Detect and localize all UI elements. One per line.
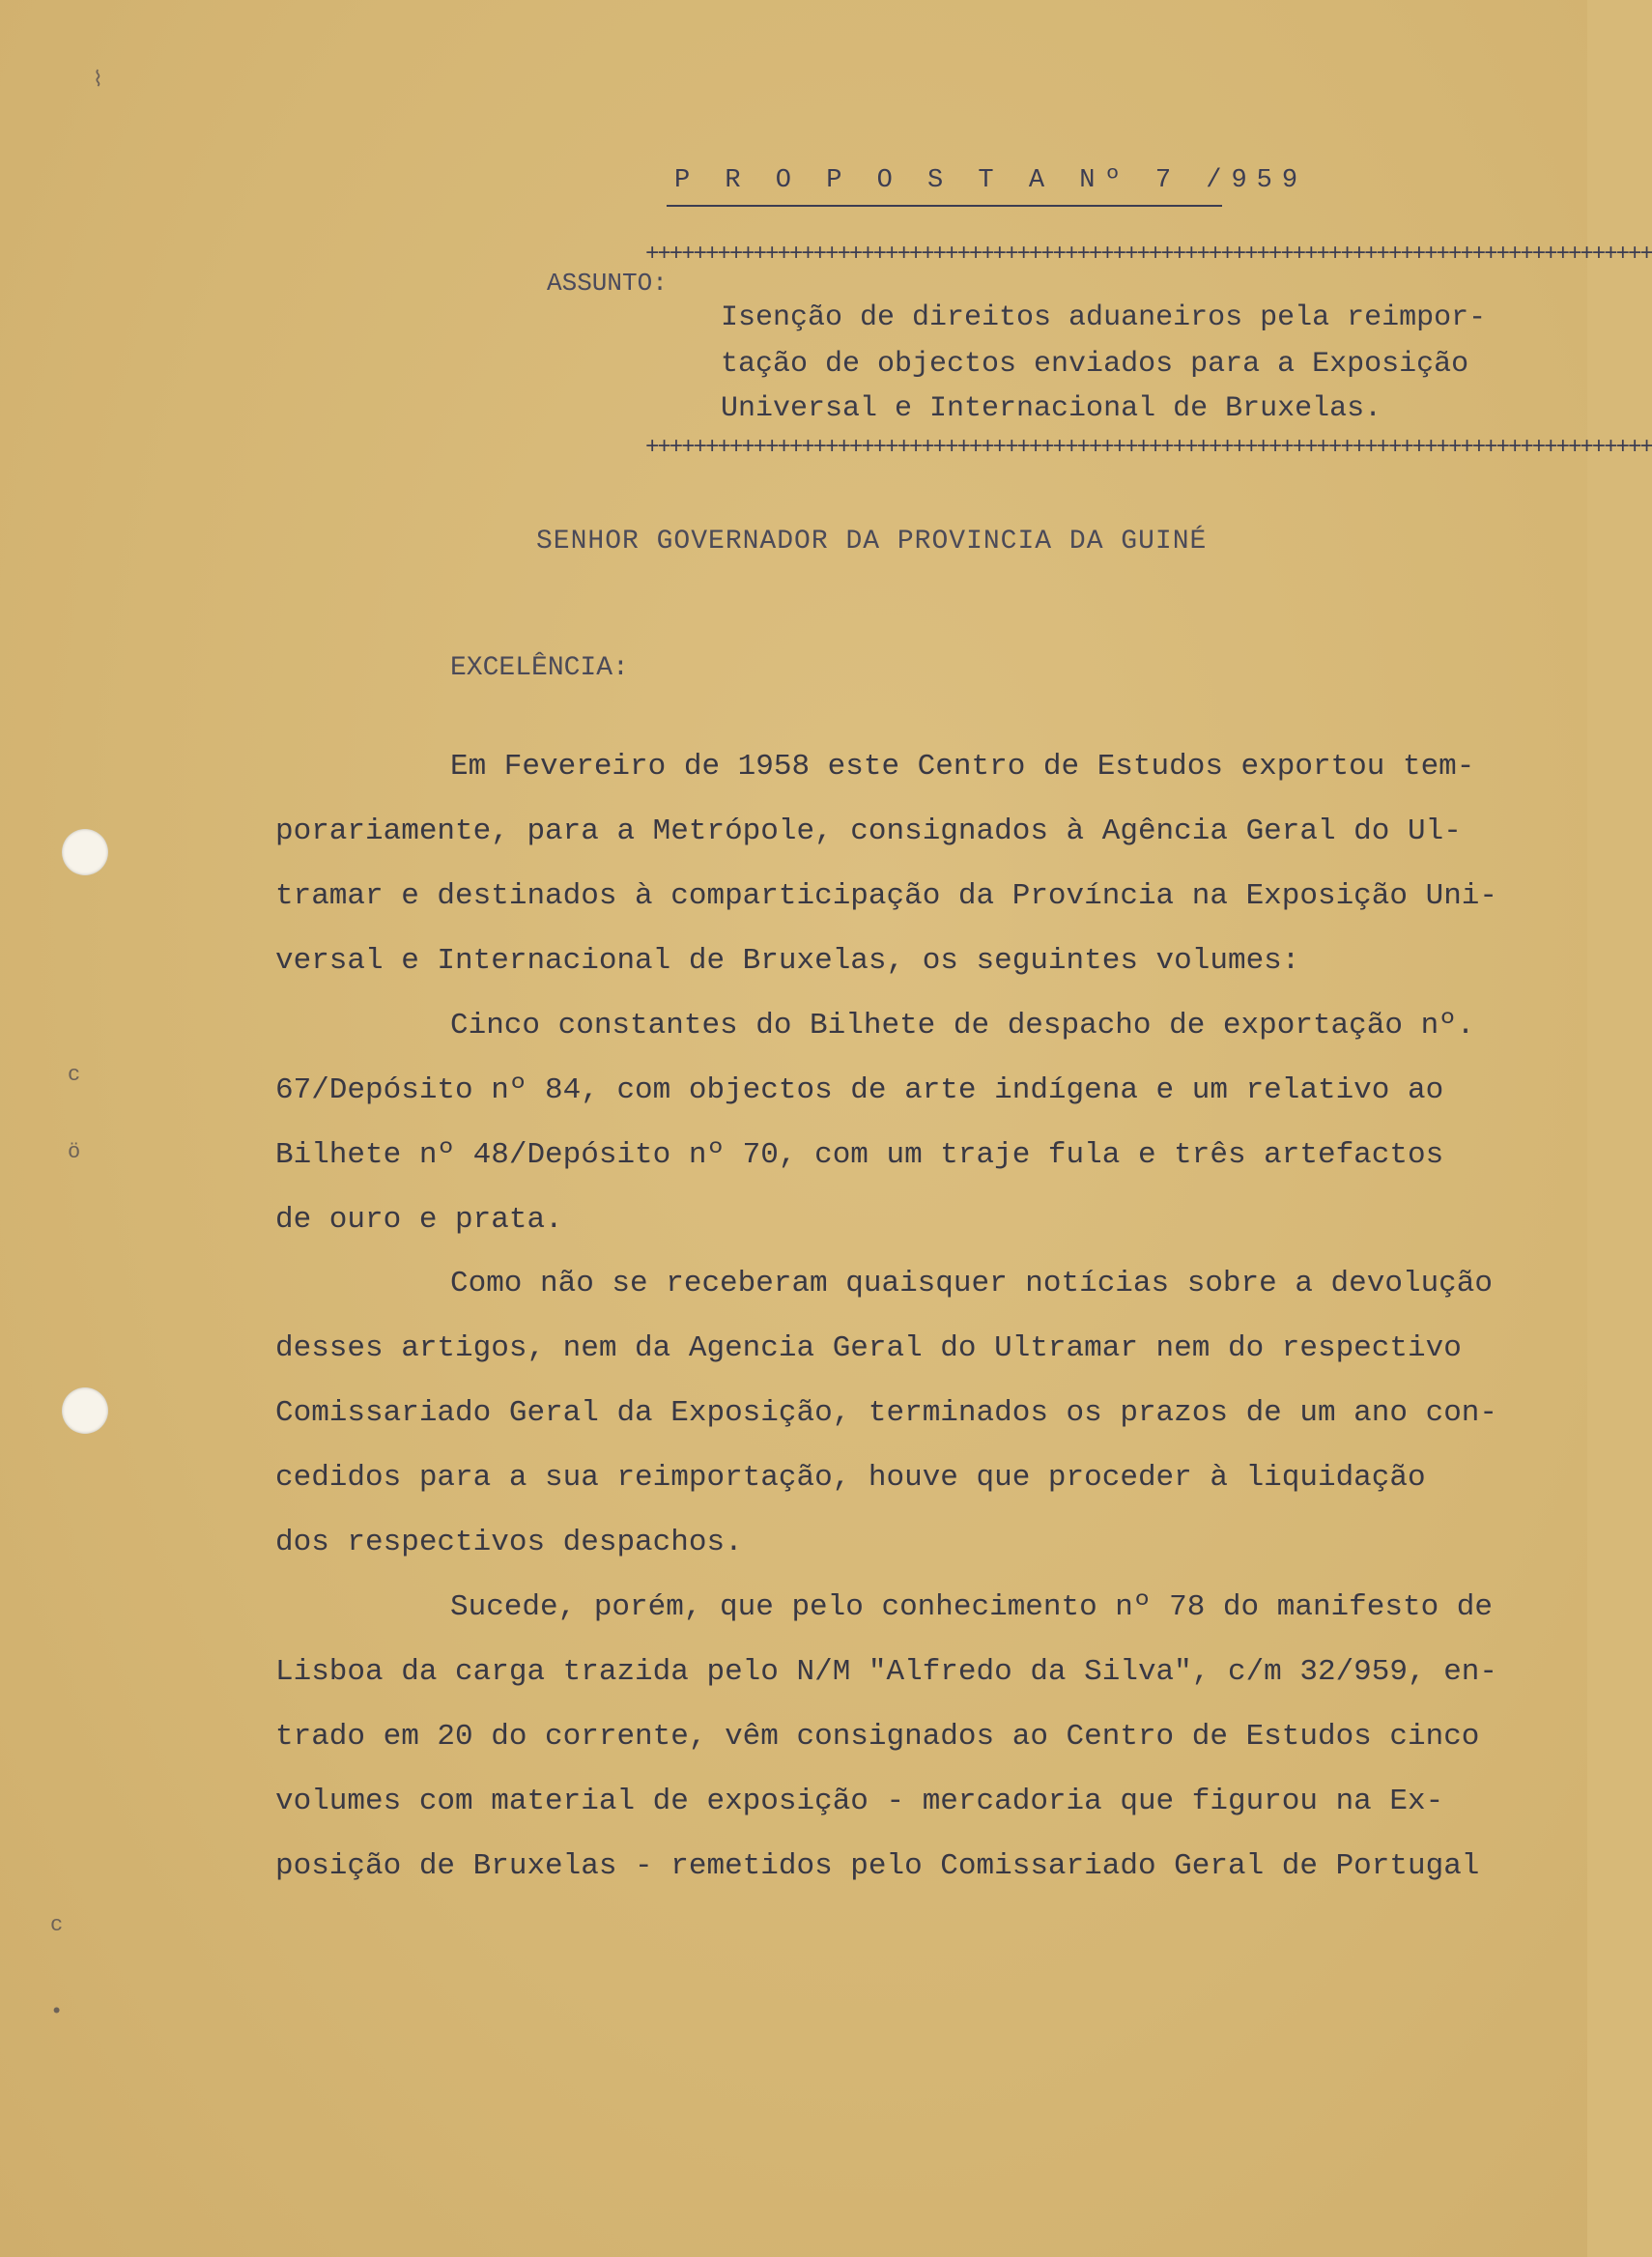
body-line: Comissariado Geral da Exposição, terminados os prazos de um ano con-: [275, 1396, 1498, 1430]
body-line: trado em 20 do corrente, vêm consignados ao Centro de Estudos cinco: [275, 1720, 1480, 1754]
margin-mark: ⌇: [93, 69, 103, 93]
body-line: posição de Bruxelas - remetidos pelo Comissariado Geral de Portugal: [275, 1849, 1480, 1883]
title-underline: [667, 205, 1222, 207]
margin-mark: •: [50, 2000, 64, 2024]
body-line: Como não se receberam quaisquer notícias sobre a devolução: [450, 1267, 1493, 1300]
margin-mark: c: [68, 1063, 81, 1087]
body-line: tramar e destinados à comparticipação da Província na Exposição Uni-: [275, 879, 1498, 913]
addressee: SENHOR GOVERNADOR DA PROVINCIA DA GUINÉ: [536, 527, 1208, 557]
punch-hole-bottom: [62, 1387, 108, 1434]
body-line: Lisboa da carga trazida pelo N/M "Alfredo da Silva", c/m 32/959, en-: [275, 1655, 1498, 1689]
body-line: cedidos para a sua reimportação, houve que proceder à liquidação: [275, 1461, 1426, 1495]
separator-bottom: ++++++++++++++++++++++++++++++++++++++++++++++++++++++++++++++++++++++++++++++++++++: [645, 435, 1652, 461]
document-title: P R O P O S T A Nº 7 /959: [674, 166, 1308, 195]
body-line: Bilhete nº 48/Depósito nº 70, com um traje fula e três artefactos: [275, 1138, 1444, 1172]
body-line: Sucede, porém, que pelo conhecimento nº 78 do manifesto de: [450, 1590, 1493, 1624]
body-line: Cinco constantes do Bilhete de despacho de exportação nº.: [450, 1009, 1475, 1043]
body-line: versal e Internacional de Bruxelas, os seguintes volumes:: [275, 944, 1300, 978]
body-line: de ouro e prata.: [275, 1203, 563, 1237]
salutation: EXCELÊNCIA:: [450, 653, 629, 683]
body-line: dos respectivos despachos.: [275, 1526, 743, 1559]
subject-label: ASSUNTO:: [547, 269, 668, 298]
body-line: desses artigos, nem da Agencia Geral do Ultramar nem do respectivo: [275, 1331, 1462, 1365]
margin-mark: ö: [68, 1140, 81, 1164]
punch-hole-top: [62, 829, 108, 875]
separator-top: ++++++++++++++++++++++++++++++++++++++++++++++++++++++++++++++++++++++++++++++++++++: [645, 242, 1652, 268]
body-line: volumes com material de exposição - mercadoria que figurou na Ex-: [275, 1785, 1444, 1818]
subject-line: tação de objectos enviados para a Exposição: [721, 348, 1469, 381]
subject-line: Universal e Internacional de Bruxelas.: [721, 392, 1382, 425]
body-line: Em Fevereiro de 1958 este Centro de Estudos exportou tem-: [450, 750, 1475, 784]
margin-mark: c: [50, 1913, 64, 1937]
body-line: porariamente, para a Metrópole, consignados à Agência Geral do Ul-: [275, 814, 1462, 848]
body-line: 67/Depósito nº 84, com objectos de arte indígena e um relativo ao: [275, 1073, 1444, 1107]
subject-line: Isenção de direitos aduaneiros pela reimpor-: [721, 301, 1487, 334]
